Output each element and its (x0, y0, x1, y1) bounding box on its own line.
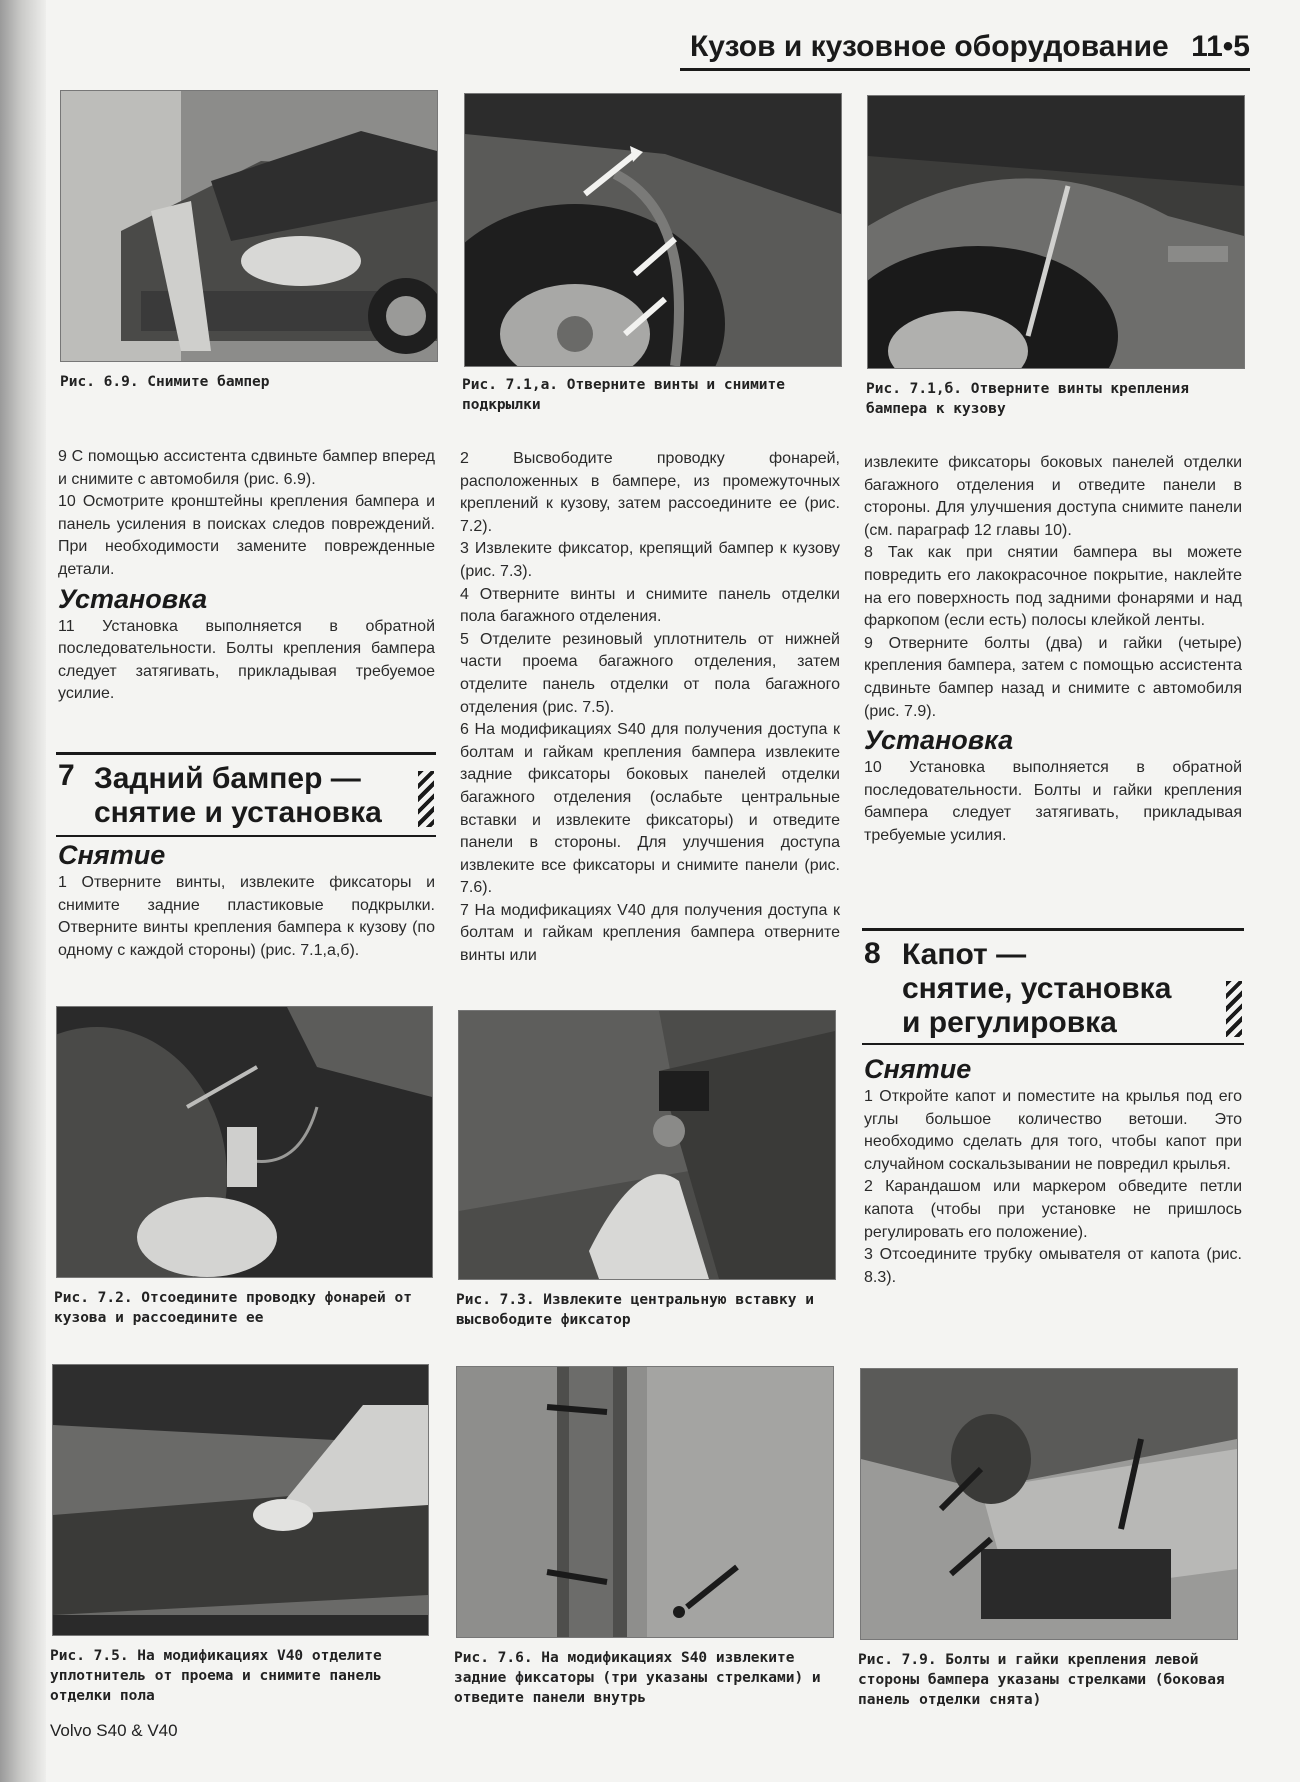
section-7-header (56, 752, 436, 837)
footer-book-title: Volvo S40 & V40 (50, 1721, 178, 1740)
page-number: 11•5 (1191, 30, 1250, 63)
paragraph-6: 6 На модификациях S40 для получения доступа к болтам и гайкам крепления бампера извлеките задние фиксаторы боковых панелей отделки багажного отделения (ослабьте центральные вставки и извлеките фиксаторы) и отведите панели в стороны. Для улучшения доступа извлеките все фиксаторы и снимите панели (рис. 7.6). (460, 721, 840, 897)
text-column-3-lower (864, 1052, 1242, 1289)
photo-fig-7-2 (56, 1006, 433, 1278)
paragraph-4: 4 Отверните винты и снимите панель отделки пола багажного отделения. (460, 585, 840, 626)
install-heading: Установка (58, 583, 208, 614)
paragraph-9: 9 С помощью ассистента сдвиньте бампер вперед и снимите с автомобиля (рис. 6.9). (58, 448, 435, 488)
caption-fig-7-9: Рис. 7.9. Болты и гайки крепления левой стороны бампера указаны стрелками (боковая панель отделки снята) (858, 1652, 1225, 1708)
section-title-line-3: и регулировка (902, 1006, 1117, 1039)
section-title-line-1: Задний бампер — (94, 762, 361, 795)
photo-fig-6-9 (60, 90, 438, 362)
removal-heading: Снятие (864, 1054, 972, 1084)
paragraph-11: 11 Установка выполняется в обратной последовательности. Болты крепления бампера следует затягивать, прикладывая требуемое усилие. (58, 617, 435, 703)
install-heading: Установка (864, 725, 1014, 756)
photo-fig-7-1b (867, 95, 1245, 369)
paragraph-2: 2 Высвободите проводку фонарей, расположенных в бампере, из промежуточных креплений к кузову, затем рассоедините ее (рис. 7.2). (460, 450, 840, 535)
text-column-1-lower (58, 838, 435, 962)
text-column-3 (864, 452, 1242, 848)
section-8-header (862, 928, 1244, 1045)
caption-fig-7-1a: Рис. 7.1,а. Отверните винты и снимите подкрылки (462, 377, 786, 413)
caption-fig-7-3: Рис. 7.3. Извлеките центральную вставку и высвободите фиксатор (456, 1292, 814, 1328)
text-column-1 (58, 446, 435, 706)
chapter-title: Кузов и кузовное оборудование (690, 30, 1169, 63)
caption-fig-7-2: Рис. 7.2. Отсоедините проводку фонарей от кузова и рассоедините ее (54, 1290, 412, 1326)
paragraph-1: 1 Откройте капот и поместите на крылья под его углы большое количество ветоши. Это необходимо сделать для того, чтобы капот при случайном соскальзывании не повредил крылья. (864, 1088, 1242, 1173)
photo-fig-7-3 (458, 1010, 836, 1280)
section-number: 7 (58, 759, 75, 792)
paragraph-7: 7 На модификациях V40 для получения доступа к болтам и гайкам крепления бампера отверните винты или (460, 901, 840, 965)
text-column-2 (460, 448, 840, 968)
paragraph-10: 10 Установка выполняется в обратной последовательности. Болты и гайки крепления бампера следует затягивать, прикладывая требуемые усилия. (864, 759, 1242, 844)
paragraph-3: 3 Извлеките фиксатор, крепящий бампер к кузову (рис. 7.3). (460, 540, 840, 580)
paragraph-9: 9 Отверните болты (два) и гайки (четыре) крепления бампера, затем с помощью ассистента сдвиньте бампер назад и снимите с автомобиля (рис. 7.9). (864, 634, 1242, 720)
photo-fig-7-6 (456, 1366, 834, 1638)
paragraph-5: 5 Отделите резиновый уплотнитель от нижней части проема багажного отделения, затем отделите панель отделки от пола багажного отделения (рис. 7.5). (460, 630, 840, 716)
paragraph-7-continued: извлеките фиксаторы боковых панелей отделки багажного отделения и отведите панели в стороны. Для улучшения доступа снимите панели (см. параграф 12 главы 10). (864, 454, 1242, 539)
section-title-line-1: Капот — (902, 938, 1027, 971)
paragraph-1: 1 Отверните винты, извлеките фиксаторы и снимите задние пластиковые подкрылки. Отверните винты крепления бампера к кузову (по одному с каждой стороны) (рис. 7.1,а,б). (58, 874, 435, 959)
caption-fig-7-1b: Рис. 7.1,б. Отверните винты крепления бампера к кузову (866, 381, 1190, 417)
paragraph-8: 8 Так как при снятии бампера вы можете повредить его лакокрасочное покрытие, наклейте на его поверхность под задними фонарями и над фаркопом (если есть) полосы клейкой ленты. (864, 544, 1242, 630)
caption-fig-6-9: Рис. 6.9. Снимите бампер (60, 374, 270, 390)
difficulty-wrench-icon (418, 771, 434, 827)
removal-heading: Снятие (58, 840, 166, 870)
section-title-line-2: снятие, установка (902, 972, 1172, 1005)
photo-fig-7-1a (464, 93, 842, 367)
page-edge-shadow (0, 0, 46, 1782)
caption-fig-7-5: Рис. 7.5. На модификациях V40 отделите уплотнитель от проема и снимите панель отделки пола (50, 1648, 382, 1704)
section-number: 8 (864, 937, 881, 970)
photo-fig-7-5 (52, 1364, 429, 1636)
difficulty-wrench-icon (1226, 981, 1242, 1037)
paragraph-2: 2 Карандашом или маркером обведите петли капота (чтобы при установке не пришлось регулировать его положение). (864, 1178, 1242, 1241)
page-header (680, 28, 1250, 71)
caption-fig-7-6: Рис. 7.6. На модификациях S40 извлеките задние фиксаторы (три указаны стрелками) и отведите панели внутрь (454, 1650, 821, 1706)
paragraph-3: 3 Отсоедините трубку омывателя от капота (рис. 8.3). (864, 1246, 1242, 1286)
paragraph-10: 10 Осмотрите кронштейны крепления бампера и панель усиления в поисках следов повреждений. При необходимости замените поврежденные детали. (58, 493, 435, 578)
photo-fig-7-9 (860, 1368, 1238, 1640)
section-title-line-2: снятие и установка (94, 796, 382, 829)
